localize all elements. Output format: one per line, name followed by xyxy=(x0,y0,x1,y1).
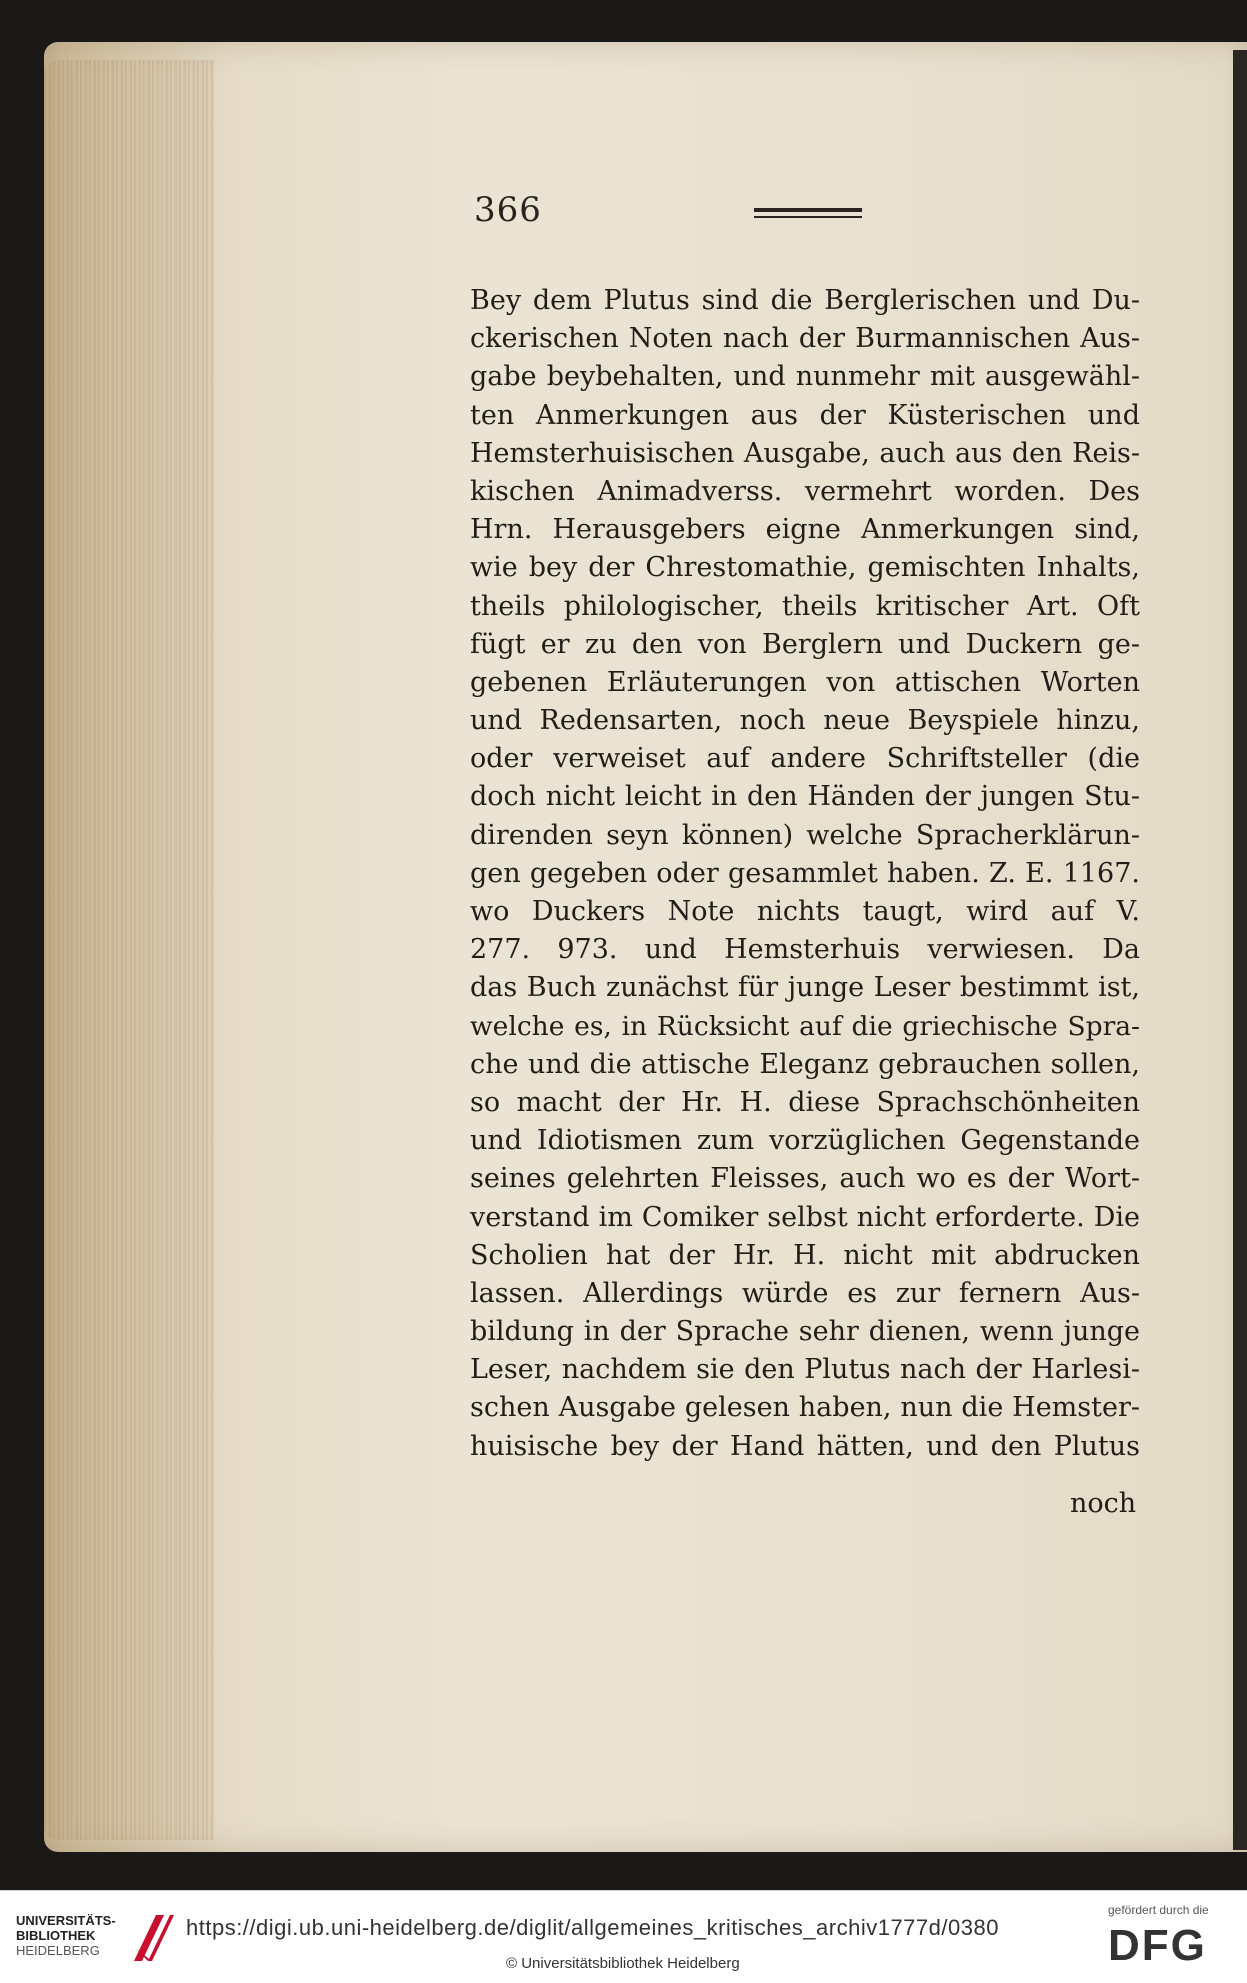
text-line: direnden seyn können) welche Spracherklärun- xyxy=(470,819,1140,851)
text-line: Hrn. Herausgebers eigne Anmerkungen sind, xyxy=(470,514,1140,546)
text-line: das Buch zunächst für junge Leser bestimmt ist, xyxy=(470,972,1140,1004)
text-line: Leser, nachdem sie den Plutus nach der Harlesi- xyxy=(470,1354,1140,1386)
library-mark-icon xyxy=(126,1909,176,1969)
text-line: welche es, in Rücksicht auf die griechische Spra- xyxy=(470,1010,1140,1042)
permalink-url[interactable]: https://digi.ub.uni-heidelberg.de/diglit/allgemeines_kritisches_archiv1777d/0380 xyxy=(186,1915,999,1940)
text-line: verstand im Comiker selbst nicht erforderte. Die xyxy=(470,1201,1140,1233)
text-line: wo Duckers Note nichts taugt, wird auf V. xyxy=(470,896,1140,927)
text-line: gen gegeben oder gesammlet haben. Z. E. 1167. xyxy=(470,857,1140,889)
text-line: Hemsterhuisischen Ausgabe, auch aus den Reis- xyxy=(470,437,1140,469)
library-logo-line1: UNIVERSITÄTS- xyxy=(16,1913,116,1928)
page-edge-foxing xyxy=(44,60,214,1840)
text-line: lassen. Allerdings würde es zur fernern Aus- xyxy=(470,1277,1140,1309)
text-line: und Redensarten, noch neue Beyspiele hinzu, xyxy=(470,705,1140,737)
viewer-footer xyxy=(0,1890,1247,1983)
text-line: Scholien hat der Hr. H. nicht mit abdrucken xyxy=(470,1239,1140,1271)
funded-by-label: gefördert durch die xyxy=(1108,1903,1209,1917)
text-line: wie bey der Chrestomathie, gemischten Inhalts, xyxy=(470,552,1140,584)
catchword: noch xyxy=(1070,1488,1137,1519)
text-line: so macht der Hr. H. diese Sprachschönheiten xyxy=(470,1086,1140,1118)
library-logo-line2: BIBLIOTHEK xyxy=(16,1928,96,1943)
text-line: ten Anmerkungen aus der Küsterischen und xyxy=(470,399,1140,431)
header-rule xyxy=(754,208,862,222)
text-line: und Idiotismen zum vorzüglichen Gegenstande xyxy=(470,1125,1140,1157)
text-line: ckerischen Noten nach der Burmannischen Aus- xyxy=(470,323,1140,355)
text-line: kischen Animadverss. vermehrt worden. Des xyxy=(470,475,1140,507)
text-line: theils philologischer, theils kritischer Art. Oft xyxy=(470,590,1140,622)
library-logo-line3: HEIDELBERG xyxy=(16,1943,100,1958)
copyright-notice: © Universitätsbibliothek Heidelberg xyxy=(506,1955,740,1972)
text-line: seines gelehrten Fleisses, auch wo es der Wort- xyxy=(470,1163,1140,1195)
body-text xyxy=(470,282,1140,1466)
text-line: che und die attische Eleganz gebrauchen sollen, xyxy=(470,1048,1140,1080)
text-line: fügt er zu den von Berglern und Duckern ge- xyxy=(470,628,1140,660)
text-line: oder verweiset auf andere Schriftsteller (die xyxy=(470,743,1140,775)
dfg-logo[interactable]: DFG xyxy=(1108,1921,1207,1970)
text-line: gebenen Erläuterungen von attischen Worten xyxy=(470,666,1140,698)
text-line: gabe beybehalten, und nunmehr mit ausgewähl- xyxy=(470,361,1140,393)
library-logo[interactable] xyxy=(16,1913,126,1958)
text-line: bildung in der Sprache sehr dienen, wenn junge xyxy=(470,1316,1140,1348)
text-line: 277. 973. und Hemsterhuis verwiesen. Da xyxy=(470,934,1140,966)
text-line: schen Ausgabe gelesen haben, nun die Hemster- xyxy=(470,1392,1140,1424)
page-number: 366 xyxy=(474,190,542,230)
text-line: doch nicht leicht in den Händen der jungen Stu- xyxy=(470,781,1140,813)
text-line: Bey dem Plutus sind die Berglerischen und Du- xyxy=(470,285,1140,316)
text-line: huisische bey der Hand hätten, und den Plutus xyxy=(470,1430,1140,1462)
binding-shadow xyxy=(1233,50,1247,1850)
